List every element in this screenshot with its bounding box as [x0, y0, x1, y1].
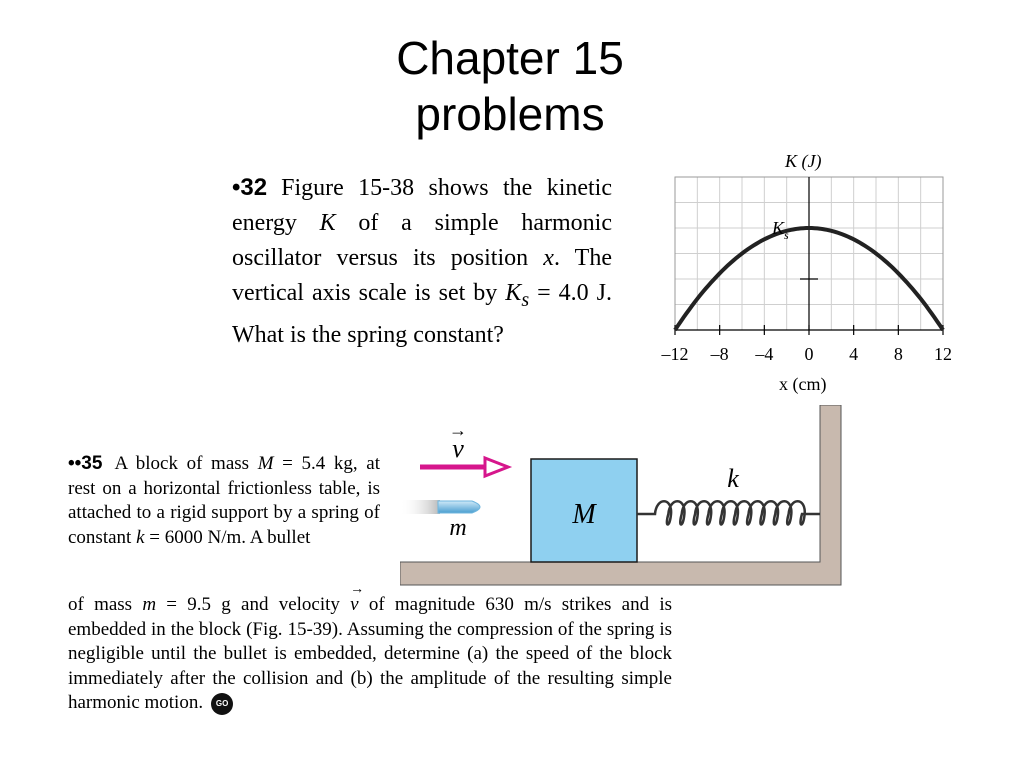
p32-text-c: . The vertical axis scale is set by: [232, 245, 612, 306]
problem-35-text-bottom: [68, 593, 672, 716]
p35-text-f: of magnitude 630 m/s strikes and is embedded in the block (Fig. 15-39). Assuming the compression of the spring is negligible until the bullet is embedded, determine (a) the speed of the block immediately after the collision and (b) the amplitude of the resulting simple harmonic motion.: [68, 594, 672, 713]
p32-ks-symbol: K: [505, 280, 522, 306]
x-tick-label: 0: [804, 344, 814, 364]
x-tick-label: –8: [710, 344, 729, 364]
x-tick-label: 8: [893, 344, 903, 364]
p35-k-symbol: k: [136, 526, 145, 548]
p32-k-symbol: K: [319, 210, 336, 236]
velocity-label: v: [452, 434, 464, 463]
problem-35-text-top: [68, 452, 380, 550]
problem-35-number: ••35: [68, 453, 103, 474]
p35-bullet-mass-symbol: m: [142, 594, 157, 615]
graph-x-ticks: [661, 325, 953, 364]
title-line-2: problems: [415, 88, 605, 140]
problem-32-number: •32: [232, 174, 268, 201]
spring-coil: [637, 501, 820, 524]
p35-text-b: = 5.4 kg, at rest on a horizontal frictionless table, is attached to a rigid support by a spring of constant: [68, 453, 380, 548]
block-label: M: [572, 499, 596, 530]
velocity-label-arrow: →: [449, 420, 467, 440]
graph-x-label: x (cm): [779, 374, 827, 394]
p32-text-d: = 4.0 J. What is the spring constant?: [232, 280, 613, 348]
kinetic-energy-graph: [640, 145, 970, 405]
p35-text-a: A block of mass: [114, 453, 258, 474]
graph-ks-sub: s: [784, 228, 789, 242]
bullet-trail: [400, 500, 440, 514]
x-tick-label: 12: [934, 344, 952, 364]
title-line-1: Chapter 15: [396, 32, 624, 84]
spring-label: k: [727, 464, 739, 493]
p35-text-d: of mass: [68, 594, 143, 615]
bullet: [438, 501, 480, 513]
slide-title: [340, 30, 680, 142]
p32-x-symbol: x: [543, 245, 554, 271]
bullet-label: m: [449, 515, 467, 541]
graph-ks-main: K: [772, 218, 785, 238]
p35-text-e: = 9.5 g and velocity: [156, 594, 351, 615]
graph-y-label: K (J): [785, 151, 822, 171]
p35-velocity-vector: → v: [350, 593, 358, 618]
go-badge-icon: GO: [211, 693, 233, 715]
block-spring-figure: [400, 405, 845, 590]
velocity-arrow-head: [485, 458, 508, 476]
x-tick-label: 4: [849, 344, 859, 364]
p32-text-b: of a simple harmonic oscillator versus its position: [232, 210, 612, 271]
x-tick-label: –12: [661, 344, 689, 364]
p35-m-symbol: M: [257, 453, 274, 474]
p32-ks-subscript: s: [521, 288, 530, 311]
p35-text-c: = 6000 N/m. A bullet: [144, 526, 311, 548]
x-tick-label: –4: [755, 344, 774, 364]
p32-text-a: Figure 15-38 shows the kinetic energy: [232, 175, 612, 236]
problem-32-text: [232, 170, 612, 353]
